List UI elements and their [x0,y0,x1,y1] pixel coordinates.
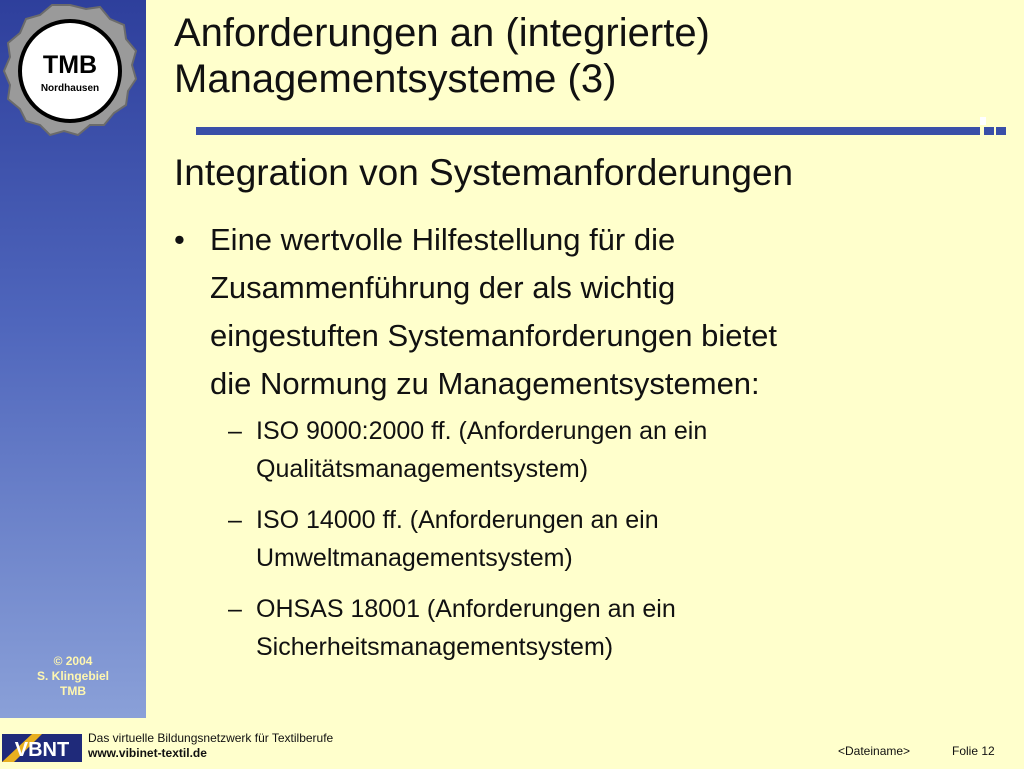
slide-subtitle: Integration von Systemanforderungen [174,152,794,193]
title-line: Anforderungen an (integrierte) [174,11,710,55]
copyright-year: © 2004 [53,654,93,668]
bullet-line: die Normung zu Managementsystemen: [210,366,760,401]
slide-title [174,10,1004,102]
footer-url[interactable]: www.vibinet-textil.de [88,746,207,760]
footer-filename: <Dateiname> [838,744,911,758]
bullet-line: Zusammenführung der als wichtig [210,270,676,305]
bullet-mark: • [174,222,185,257]
sub-bullet-text [256,590,988,666]
slide-number: Folie 12 [952,744,995,758]
sub-bullet-line: ISO 9000:2000 ff. (Anforderungen an ein [256,417,708,445]
title-line: Managementsysteme (3) [174,57,617,101]
sub-bullet-text [256,412,988,488]
copyright-note [0,654,146,699]
vibinet-logo [2,732,82,764]
title-rule-square [996,127,1006,135]
logo-city-text: Nordhausen [40,83,100,94]
bullet-line: eingestuften Systemanforderungen bietet [210,318,777,353]
copyright-org: TMB [60,684,86,698]
sub-bullet-line: Qualitätsmanagementsystem) [256,455,589,483]
dash-mark: – [228,595,242,623]
sub-bullet-line: ISO 14000 ff. (Anforderungen an ein [256,506,659,534]
sub-bullet-line: OHSAS 18001 (Anforderungen an ein [256,595,676,623]
bullet-line: Eine wertvolle Hilfestellung für die [210,222,676,257]
sub-bullet-text [256,501,988,577]
title-rule-mark [980,117,986,125]
sub-bullet-ohsas18001 [228,590,988,666]
copyright-author: S. Klingebiel [36,669,109,683]
bullet-text [210,216,974,408]
logo-tmb-text: TMB [42,51,98,79]
dash-mark: – [228,417,242,445]
sub-bullet-iso9000 [228,412,988,488]
main-bullet [174,216,974,408]
sub-bullet-iso14000 [228,501,988,577]
vibinet-logo-icon [2,732,82,764]
footer-org: Das virtuelle Bildungsnetzwerk für Textilberufe [88,731,334,745]
sidebar [0,0,146,718]
dash-mark: – [228,506,242,534]
sub-bullet-line: Umweltmanagementsystem) [256,544,573,572]
sub-bullet-line: Sicherheitsmanagementsystem) [256,633,614,661]
title-rule-square [984,127,994,135]
vibinet-logo-text: VBNT [14,739,70,761]
title-underline [196,127,980,135]
tmb-logo [2,3,138,139]
